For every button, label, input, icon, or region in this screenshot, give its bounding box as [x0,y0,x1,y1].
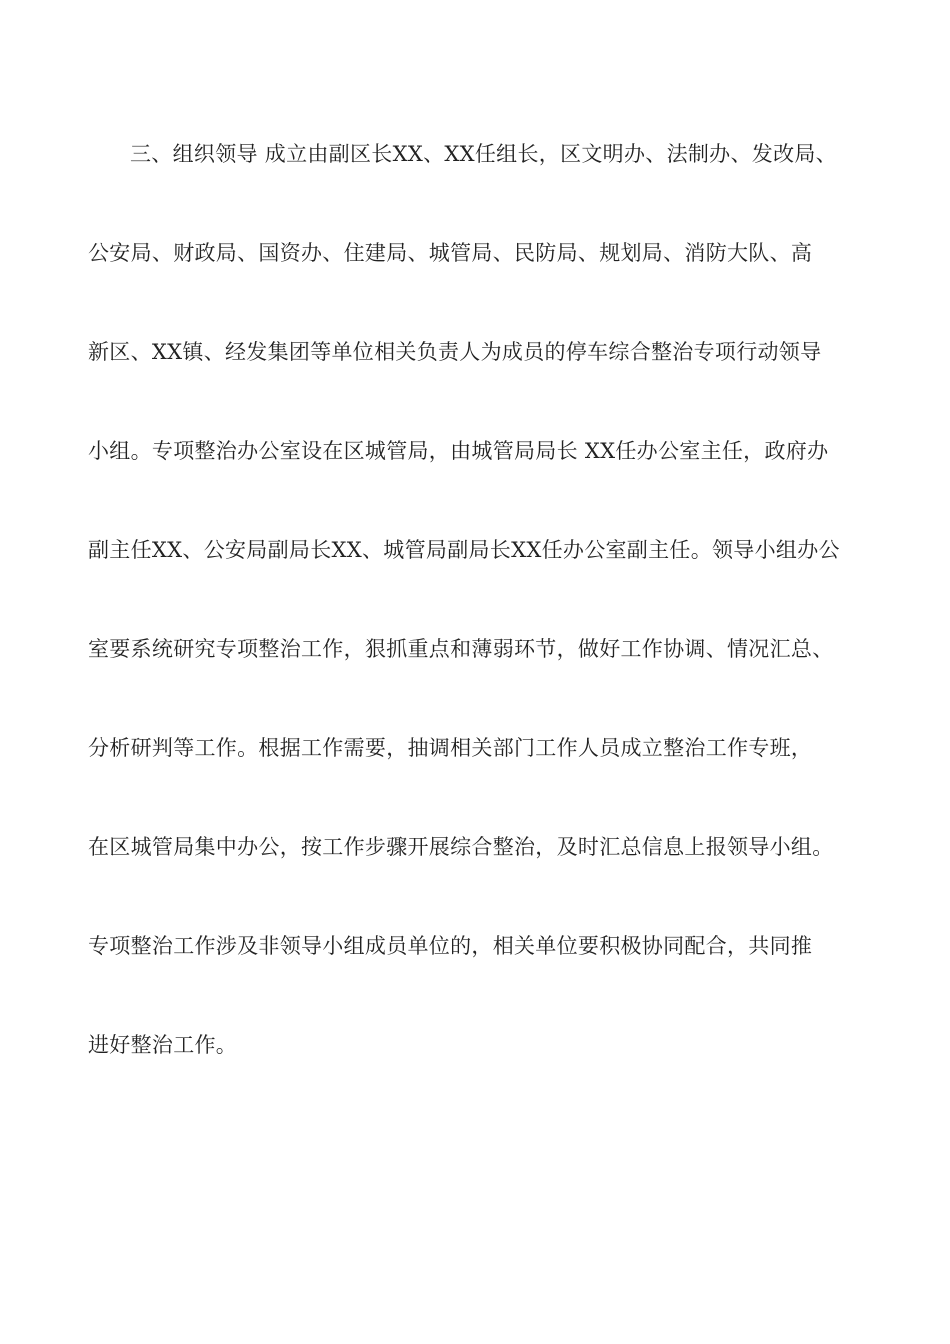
paragraph-line: 小组。专项整治办公室设在区城管局，由城管局局长 XX任办公室主任，政府办 [88,439,829,463]
paragraph-line: 新区、XX镇、经发集团等单位相关负责人为成员的停车综合整治专项行动领导 [88,340,822,364]
paragraph-line: 进好整治工作。 [88,1033,238,1057]
paragraph-line: 公安局、财政局、国资办、住建局、城管局、民防局、规划局、消防大队、高 [88,241,813,265]
paragraph-line: 在区城管局集中办公，按工作步骤开展综合整治，及时汇总信息上报领导小组。 [88,835,834,859]
paragraph-line: 三、组织领导 成立由副区长XX、XX任组长，区文明办、法制办、发改局、 [130,142,837,166]
paragraph-line: 副主任XX、公安局副局长XX、城管局副局长XX任办公室副主任。领导小组办公 [88,538,840,562]
body-paragraph [88,126,868,1116]
paragraph-line: 分析研判等工作。根据工作需要，抽调相关部门工作人员成立整治工作专班， [88,736,813,760]
paragraph-line: 专项整治工作涉及非领导小组成员单位的，相关单位要积极协同配合，共同推 [88,934,813,958]
paragraph-line: 室要系统研究专项整治工作，狠抓重点和薄弱环节，做好工作协调、情况汇总、 [88,637,834,661]
